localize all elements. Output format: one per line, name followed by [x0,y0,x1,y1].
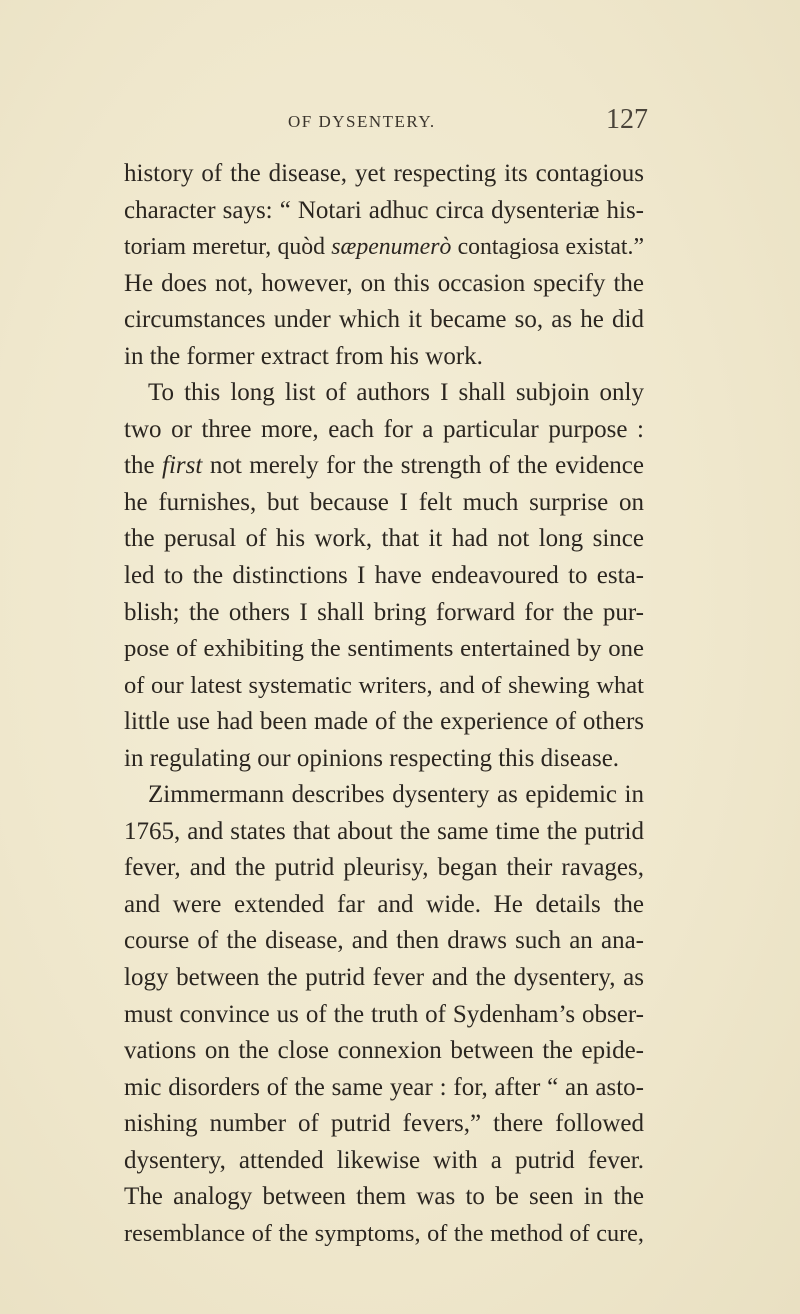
text-line: must convince us of the truth of Sydenham’s obser- [124,1000,644,1028]
text-line: nishing number of putrid fevers,” there followed [124,1110,644,1138]
text-line: circumstances under which it became so, as he did [124,306,644,334]
text-line: course of the disease, and then draws such an ana- [124,927,644,955]
running-head [0,104,800,134]
text-line: the perusal of his work, that it had not long since [124,525,644,553]
text-segment: not merely for the strength of the evidence [202,452,644,480]
text-line: He does not, however, on this occasion specify the [124,269,644,297]
text-segment: contagiosa existat.” [451,234,644,261]
text-line: mic disorders of the same year : for, after “ an asto- [124,1073,644,1101]
text-line: fever, and the putrid pleurisy, began their ravages, [124,854,644,882]
text-line: character says: “ Notari adhuc circa dysenteriæ his- [124,196,644,224]
text-line: 1765, and states that about the same time the putrid [124,817,644,845]
text-line: history of the disease, yet respecting its contagious [124,160,644,187]
running-head-title: OF DYSENTERY. [288,112,436,131]
text-line: led to the distinctions I have endeavoured to esta- [124,562,644,590]
text-line: two or three more, each for a particular purpose : [124,415,644,443]
text-line [124,229,644,266]
text-line: and were extended far and wide. He details the [124,890,644,918]
page-number: 127 [606,104,648,135]
text-segment: the [124,452,163,480]
text-line: of our latest systematic writers, and of shewing what [124,671,644,699]
text-segment: toriam meretur, quòd [124,234,332,261]
body-text [124,156,644,1252]
italic-text: first [162,452,203,480]
text-line: The analogy between them was to be seen in the [124,1183,644,1211]
text-line: logy between the putrid fever and the dysentery, as [124,964,644,992]
paragraph-start-line: Zimmermann describes dysentery as epidemic in [148,781,644,809]
text-line: pose of exhibiting the sentiments entertained by one [124,635,644,663]
text-line: little use had been made of the experience of others [124,708,644,736]
paragraph-end-line: in the former extract from his work. [124,342,483,370]
text-line: dysentery, attended likewise with a putrid fever. [124,1146,644,1174]
paragraph-end-line: in regulating our opinions respecting this disease. [124,744,620,772]
text-line: blish; the others I shall bring forward for the pur- [124,598,644,626]
text-line: resemblance of the symptoms, of the method of cure, [124,1219,644,1247]
paragraph-start-line: To this long list of authors I shall subjoin only [148,379,644,407]
italic-text: sæpenumerò [331,234,452,261]
text-line: he furnishes, but because I felt much surprise on [124,488,644,516]
text-line [124,448,644,485]
text-line: vations on the close connexion between the epide- [124,1037,644,1065]
